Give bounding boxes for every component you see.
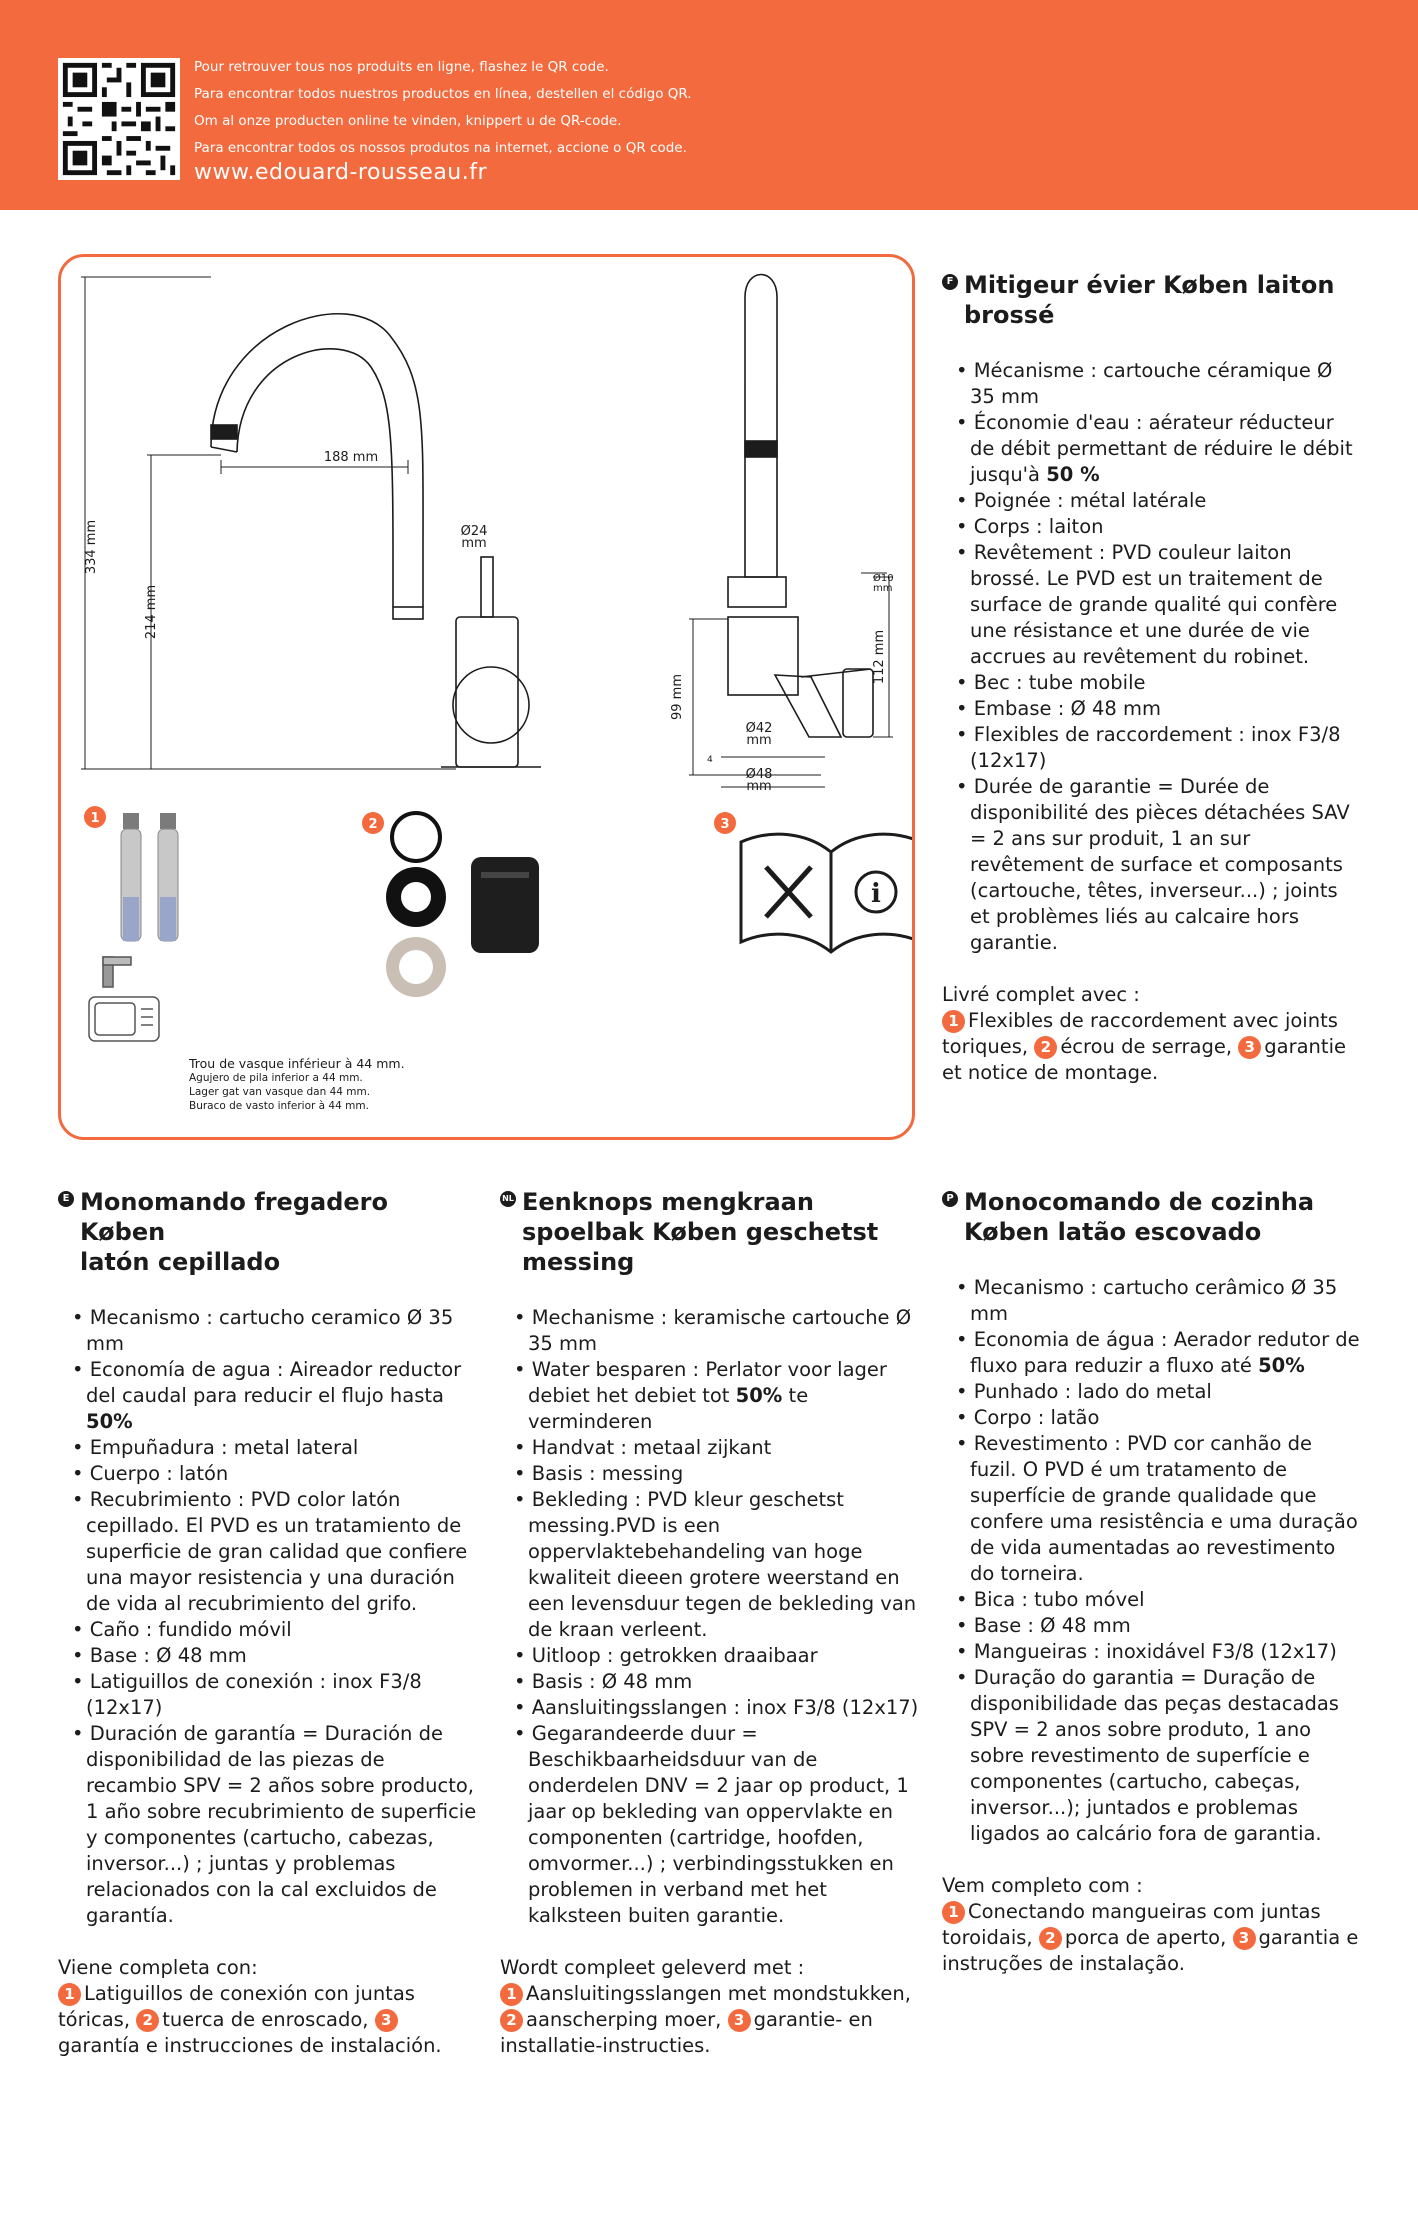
dim-base-height: 112 mm (872, 629, 887, 685)
dim-base-diameter-48: Ø48 (745, 767, 773, 782)
spec-item: • Revestimento : PVD cor canhão de fuzil. O PVD é um tratamento de superfície de grande qualidade que confere uma resistência e uma duração de vida aumentadas ao revestimento do torneira. (956, 1431, 1362, 1587)
sink-hole-note (189, 1057, 405, 1113)
spec-item: • Mécanisme : cartouche céramique Ø 35 mm (956, 358, 1362, 410)
dim-spout-diameter: Ø24 (460, 524, 488, 539)
dim-spout-height: 214 mm (144, 584, 159, 640)
section-es-title (58, 1187, 478, 1277)
spec-item: • Mechanisme : keramische cartouche Ø 35 mm (514, 1305, 920, 1357)
spec-item: • Bica : tubo móvel (956, 1587, 1362, 1613)
section-nl-title-line: messing (522, 1248, 635, 1276)
spec-item: • Mecanismo : cartucho ceramico Ø 35 mm (72, 1305, 478, 1357)
manual-book-icon (741, 834, 915, 952)
spec-item: • Cuerpo : latón (72, 1461, 478, 1487)
qr-line-es: Para encontrar todos nuestros productos en línea, destellen el código QR. (194, 86, 692, 102)
dim-spout-diameter-unit: mm (461, 536, 487, 551)
spec-item: • Duración de garantía = Duración de disponibilidad de las piezas de recambio SPV = 2 años sobre producto, 1 año sobre recubrimiento de superficie y componentes (cartucho, cabezas, inversor...) ; juntas y problemas relacionados con la cal excluidos de garantía. (72, 1721, 478, 1929)
section-nl-title (500, 1187, 920, 1277)
spec-item: • Mangueiras : inoxidável F3/8 (12x17) (956, 1639, 1362, 1665)
section-nl-delivered (500, 1955, 920, 2059)
section-es-specs (58, 1305, 478, 1929)
delivered-intro: Wordt compleet geleverd met : (500, 1956, 805, 1979)
flag-fr-icon: F (942, 274, 958, 290)
flexible-hoses-image (121, 813, 178, 941)
flag-pt-icon: P (942, 1191, 958, 1207)
spec-item: • Poignée : métal latérale (956, 488, 1362, 514)
marker-3 (714, 812, 736, 834)
spec-item: • Embase : Ø 48 mm (956, 696, 1362, 722)
section-pt (942, 1187, 1362, 1977)
spec-item: • Empuñadura : metal lateral (72, 1435, 478, 1461)
spec-item: • Water besparen : Perlator voor lager debiet het debiet tot 50% te verminderen (514, 1357, 920, 1435)
spec-item: • Economia de água : Aerador redutor de fluxo para reduzir a fluxo até 50% (956, 1327, 1362, 1379)
spec-item: • Punhado : lado do metal (956, 1379, 1362, 1405)
marker-1 (84, 806, 106, 828)
delivered-intro: Viene completa con: (58, 1956, 258, 1979)
faucet-side-view (728, 275, 873, 738)
spec-item: • Recubrimiento : PVD color latón cepillado. El PVD es un tratamiento de superficie de gran calidad que confiere una mayor resistencia y una duración de vida al recubrimiento del grifo. (72, 1487, 478, 1617)
number-1-badge: 1 (942, 1901, 965, 1924)
qr-line-fr: Pour retrouver tous nos produits en ligne, flashez le QR code. (194, 59, 609, 75)
faucet-drawing (61, 257, 915, 1140)
number-1-badge: 1 (500, 1983, 523, 2006)
svg-text:2: 2 (368, 817, 378, 832)
number-2-badge: 2 (500, 2009, 523, 2032)
sink-hole-line-nl: Lager gat van vasque dan 44 mm. (189, 1086, 371, 1098)
spec-item: • Gegarandeerde duur = Beschikbaarheidsduur van de onderdelen DNV = 2 jaar op product, 1 jaar op bekleding van oppervlakte en componenten (cartridge, hoofden, omvormer...) ; verbindingsstukken en problemen in verband met het kalksteen buiten garantie. (514, 1721, 920, 1929)
sink-hole-line-pt: Buraco de vasto inferior à 44 mm. (189, 1100, 369, 1112)
spec-item: • Base : Ø 48 mm (956, 1613, 1362, 1639)
spec-highlight: 50% (1258, 1354, 1305, 1377)
section-es-delivered (58, 1955, 478, 2059)
delivered-intro: Vem completo com : (942, 1874, 1143, 1897)
technical-diagram (58, 254, 915, 1140)
section-fr-title (942, 270, 1362, 330)
section-pt-title-line: Køben latão escovado (964, 1218, 1262, 1246)
spec-item: • Corpo : latão (956, 1405, 1362, 1431)
spec-item: • Bec : tube mobile (956, 670, 1362, 696)
number-2-badge: 2 (136, 2009, 159, 2032)
section-nl (500, 1187, 920, 2059)
delivered-item-3: garantie et notice de montage. (942, 1035, 1346, 1084)
spec-highlight: 50% (735, 1384, 783, 1407)
sink-hole-line-fr: Trou de vasque inférieur à 44 mm. (189, 1056, 405, 1071)
section-fr-delivered (942, 982, 1362, 1086)
dim-small-thickness: 4 (707, 755, 713, 765)
spec-item: • Revêtement : PVD couleur laiton brossé. Le PVD est un traitement de surface de grande qualité qui confère une résistance et une durée de vie accrues au revêtement du robinet. (956, 540, 1362, 670)
section-pt-delivered (942, 1873, 1362, 1977)
side-dimension-lines (689, 573, 893, 787)
spec-item: • Flexibles de raccordement : inox F3/8 (12x17) (956, 722, 1362, 774)
number-3-badge: 3 (1238, 1036, 1261, 1059)
sink-hole-icon (89, 957, 159, 1041)
spec-item: • Economía de agua : Aireador reductor del caudal para reducir el flujo hasta 50% (72, 1357, 478, 1435)
website-link[interactable]: www.edouard-rousseau.fr (194, 160, 488, 185)
section-fr-title-line: brossé (964, 301, 1055, 329)
dim-reach: 188 mm (323, 450, 379, 465)
flag-nl-icon: NL (500, 1191, 516, 1207)
delivered-item-2: écrou de serrage, (1060, 1035, 1233, 1058)
section-nl-title-line: Eenknops mengkraan (522, 1188, 814, 1216)
delivered-intro: Livré complet avec : (942, 983, 1140, 1006)
number-1-badge: 1 (942, 1010, 965, 1033)
number-3-badge: 3 (1233, 1927, 1256, 1950)
section-pt-title-line: Monocomando de cozinha (964, 1188, 1315, 1216)
dim-side-height: 99 mm (670, 673, 685, 721)
number-3-badge: 3 (728, 2009, 751, 2032)
section-es-title-line: latón cepillado (80, 1248, 281, 1276)
delivered-item-1: Aansluitingsslangen met mondstukken, (526, 1982, 911, 2005)
svg-text:3: 3 (720, 817, 730, 832)
qr-code-graphic (58, 58, 180, 180)
spec-item: • Handvat : metaal zijkant (514, 1435, 920, 1461)
number-2-badge: 2 (1034, 1036, 1057, 1059)
spec-highlight: 50% (86, 1410, 133, 1433)
spec-item: • Basis : messing (514, 1461, 920, 1487)
number-2-badge: 2 (1039, 1927, 1062, 1950)
spec-item: • Aansluitingsslangen : inox F3/8 (12x17) (514, 1695, 920, 1721)
dim-base-diameter-42-unit: mm (746, 733, 772, 748)
delivered-item-2: tuerca de enroscado, (162, 2008, 369, 2031)
spec-item: • Durée de garantie = Durée de disponibilité des pièces détachées SAV = 2 ans sur produit, 1 an sur revêtement de surface et composants (cartouche, têtes, inverseur...) ; joints et problèmes liés au calcaire hors garantie. (956, 774, 1362, 956)
spec-item: • Uitloop : getrokken draaibaar (514, 1643, 920, 1669)
marker-2 (362, 812, 384, 834)
dim-handle-diameter-unit: mm (873, 583, 893, 594)
dim-total-height: 334 mm (84, 519, 99, 575)
section-fr (942, 270, 1362, 1086)
spec-item: • Économie d'eau : aérateur réducteur de débit permettant de réduire le débit jusqu'à 50 % (956, 410, 1362, 488)
section-es-title-line: Monomando fregadero Køben (80, 1188, 388, 1246)
spec-item: • Caño : fundido móvil (72, 1617, 478, 1643)
delivered-item-1: Latiguillos de conexión con juntas tóricas, (58, 1982, 415, 2031)
dim-handle-diameter: Ø10 (873, 573, 894, 584)
spec-item: • Mecanismo : cartucho cerâmico Ø 35 mm (956, 1275, 1362, 1327)
delivered-item-2: porca de aperto, (1064, 1926, 1227, 1949)
delivered-item-3: garantie- en installatie-instructies. (500, 2008, 873, 2057)
spec-highlight: 50 % (1046, 463, 1100, 486)
qr-instructions (194, 54, 692, 162)
faucet-front-view (211, 314, 541, 767)
spec-item: • Bekleding : PVD kleur geschetst messing.PVD is een oppervlaktebehandeling van hoge kwaliteit dieeen grotere weerstand en een levensduur tegen de bekleding van de kraan verleent. (514, 1487, 920, 1643)
section-fr-title-line: Mitigeur évier Køben laiton (964, 271, 1335, 299)
section-fr-specs (942, 358, 1362, 956)
spec-item: • Duração do garantia = Duração de disponibilidade das peças destacadas SPV = 2 anos sobre produto, 1 ano sobre revestimento de superfície e componentes (cartucho, cabeças, inversor...); juntados e problemas ligados ao calcário fora de garantia. (956, 1665, 1362, 1847)
section-nl-title-line: spoelbak Køben geschetst (522, 1218, 879, 1246)
delivered-item-1: Flexibles de raccordement avec joints toriques, (942, 1009, 1338, 1058)
dim-base-diameter-48-unit: mm (746, 779, 772, 794)
spec-item: • Basis : Ø 48 mm (514, 1669, 920, 1695)
spec-item: • Corps : laiton (956, 514, 1362, 540)
delivered-item-3: garantía e instrucciones de instalación. (58, 2034, 442, 2057)
number-1-badge: 1 (58, 1983, 81, 2006)
svg-text:i: i (871, 879, 881, 909)
qr-line-nl: Om al onze producten online te vinden, knippert u de QR-code. (194, 113, 622, 129)
delivered-item-1: Conectando mangueiras com juntas toroidais, (942, 1900, 1321, 1949)
spec-item: • Base : Ø 48 mm (72, 1643, 478, 1669)
sink-hole-line-es: Agujero de pila inferior a 44 mm. (189, 1072, 363, 1084)
delivered-item-3: garantia e instruções de instalação. (942, 1926, 1359, 1975)
delivered-item-2: aanscherping moer, (526, 2008, 722, 2031)
section-nl-specs (500, 1305, 920, 1929)
qr-code[interactable] (58, 58, 180, 180)
dim-base-diameter-42: Ø42 (745, 721, 773, 736)
section-pt-title (942, 1187, 1362, 1247)
seals-and-nut-image (386, 813, 539, 997)
number-3-badge: 3 (375, 2009, 398, 2032)
spec-item: • Latiguillos de conexión : inox F3/8 (12x17) (72, 1669, 478, 1721)
flag-es-icon: E (58, 1191, 74, 1207)
header-banner (0, 0, 1418, 210)
svg-text:1: 1 (90, 811, 100, 826)
qr-line-pt: Para encontrar todos os nossos produtos na internet, accione o QR code. (194, 140, 687, 156)
section-es (58, 1187, 478, 2059)
section-pt-specs (942, 1275, 1362, 1847)
